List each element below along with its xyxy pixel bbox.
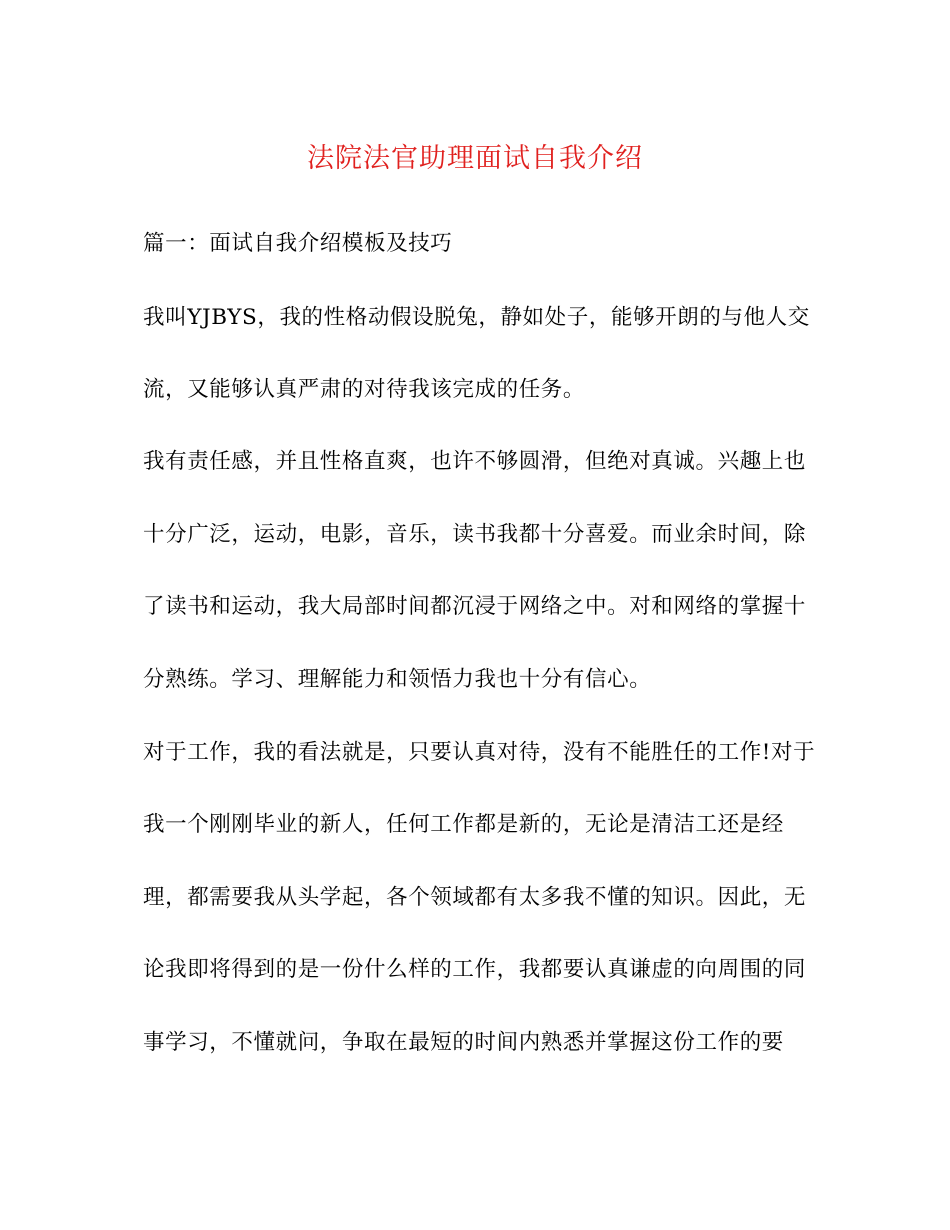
paragraph-line: 分熟练。学习、理解能力和领悟力我也十分有信心。	[143, 667, 652, 692]
paragraph-line: 论我即将得到的是一份什么样的工作，我都要认真谦虚的向周围的同	[143, 957, 807, 982]
paragraph-line: 了读书和运动，我大局部时间都沉浸于网络之中。对和网络的掌握十	[143, 594, 807, 619]
paragraph-line: 对于工作，我的看法就是，只要认真对待，没有不能胜任的工作!对于	[143, 740, 816, 765]
section-heading: 篇一：面试自我介绍模板及技巧	[143, 231, 453, 256]
paragraph-line: 事学习，不懂就问，争取在最短的时间内熟悉并掌握这份工作的要	[143, 1030, 784, 1055]
paragraph-line: 流，又能够认真严肃的对待我该完成的任务。	[143, 377, 586, 402]
paragraph-line: 理，都需要我从头学起，各个领域都有太多我不懂的知识。因此，无	[143, 885, 807, 910]
document-title: 法院法官助理面试自我介绍	[307, 143, 643, 174]
paragraph-line: 我有责任感，并且性格直爽，也许不够圆滑，但绝对真诚。兴趣上也	[143, 449, 807, 474]
paragraph-line: 我一个刚刚毕业的新人，任何工作都是新的，无论是清洁工还是经	[143, 812, 784, 837]
paragraph-line: 我叫YJBYS，我的性格动假设脱兔，静如处子，能够开朗的与他人交	[143, 305, 810, 330]
paragraph-line: 十分广泛，运动，电影，音乐，读书我都十分喜爱。而业余时间，除	[143, 522, 807, 547]
